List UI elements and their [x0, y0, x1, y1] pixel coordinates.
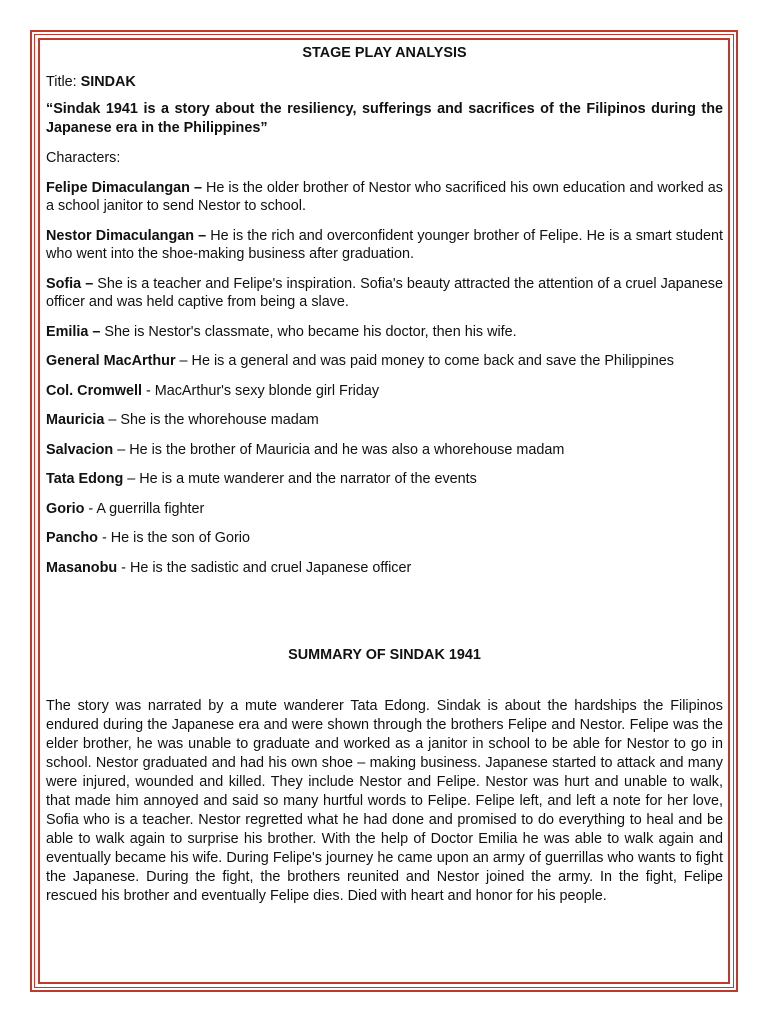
character-description: – He is a mute wanderer and the narrator of the events [123, 471, 477, 487]
character-description: - He is the sadistic and cruel Japanese officer [117, 559, 412, 576]
character-name: Col. Cromwell [46, 382, 142, 399]
document-heading: STAGE PLAY ANALYSIS [302, 45, 467, 61]
character-description: She is a teacher and Felipe's inspiration. Sofia's beauty attracted the attention of a cruel Japanese officer and was held captive from being a slave. [46, 275, 724, 310]
character-entry [46, 500, 723, 519]
character-name: Tata Edong [46, 471, 124, 487]
character-entry [46, 323, 723, 342]
summary-paragraph: The story was narrated by a mute wanderer Tata Edong. Sindak is about the hardships the Filipinos endured during the Japanese era and were shown through the brothers Felipe and Nestor. Felipe was the elder brother, he was unable to graduate and worked as a janitor in school to be able for Nestor to go in school. Nestor graduated and had his own shoe – making business. Japanese started to attack and many were injured, wounded and killed. They include Nestor and Felipe. Nestor was hurt and unable to walk, that made him annoyed and said so many hurtful words to Felipe. Felipe left, and left a note for her love, Sofia who is a teacher. Nestor regretted what he had done and promised to do everything to heal and be able to walk again to surprise his brother. With the help of Doctor Emilia he was able to walk again and eventually became his wife. During Felipe's journey he came upon an army of guerrillas who wants to fight the Japanese. During the fight, the brothers reunited and Nestor joined the army. In the fight, Felipe rescued his brother and eventually Felipe dies. Died with heart and honor for his people. [46, 697, 723, 904]
character-entry [46, 559, 723, 578]
character-description: - A guerrilla fighter [84, 500, 205, 517]
character-name: Pancho [46, 530, 98, 546]
character-entry [46, 352, 723, 371]
summary-heading: SUMMARY OF SINDAK 1941 [288, 647, 481, 663]
title-line [46, 73, 723, 92]
character-description: He is the older brother of Nestor who sacrificed his own education and worked as a school janitor to send Nestor to school. [46, 179, 723, 214]
document-body [46, 44, 723, 906]
character-description: - He is the son of Gorio [97, 530, 250, 546]
character-name: Felipe Dimaculangan – [46, 179, 202, 196]
character-name: Emilia – [46, 323, 101, 340]
character-name: Mauricia [46, 412, 105, 428]
characters-label: Characters: [46, 150, 121, 166]
character-description: – He is a general and was paid money to come back and save the Philippines [175, 353, 674, 369]
character-entry [46, 179, 723, 216]
thesis-statement: “Sindak 1941 is a story about the resiliency, sufferings and sacrifices of the Filipinos during the Japanese era in the Philippines” [46, 101, 723, 136]
character-name: Sofia – [46, 275, 94, 292]
character-name: Salvacion [46, 441, 114, 458]
character-description: He is the rich and overconfident younger brother of Felipe. He is a smart student who went into the shoe-making business after graduation. [46, 227, 723, 262]
character-name: Masanobu [46, 559, 118, 576]
character-description: – She is the whorehouse madam [104, 412, 319, 428]
character-entry [46, 382, 723, 401]
character-description: She is Nestor's classmate, who became his doctor, then his wife. [100, 323, 517, 340]
character-entry [46, 470, 723, 489]
title-label: Title: [46, 73, 81, 90]
character-entry [46, 529, 723, 548]
character-entry [46, 275, 723, 312]
character-name: General MacArthur [46, 353, 176, 369]
character-name: Nestor Dimaculangan – [46, 227, 207, 244]
character-description: – He is the brother of Mauricia and he was also a whorehouse madam [113, 441, 565, 458]
character-name: Gorio [46, 500, 85, 517]
title-value: SINDAK [80, 73, 136, 90]
character-entry [46, 227, 723, 264]
character-entry [46, 441, 723, 460]
character-description: - MacArthur's sexy blonde girl Friday [141, 382, 380, 399]
character-entry [46, 411, 723, 430]
